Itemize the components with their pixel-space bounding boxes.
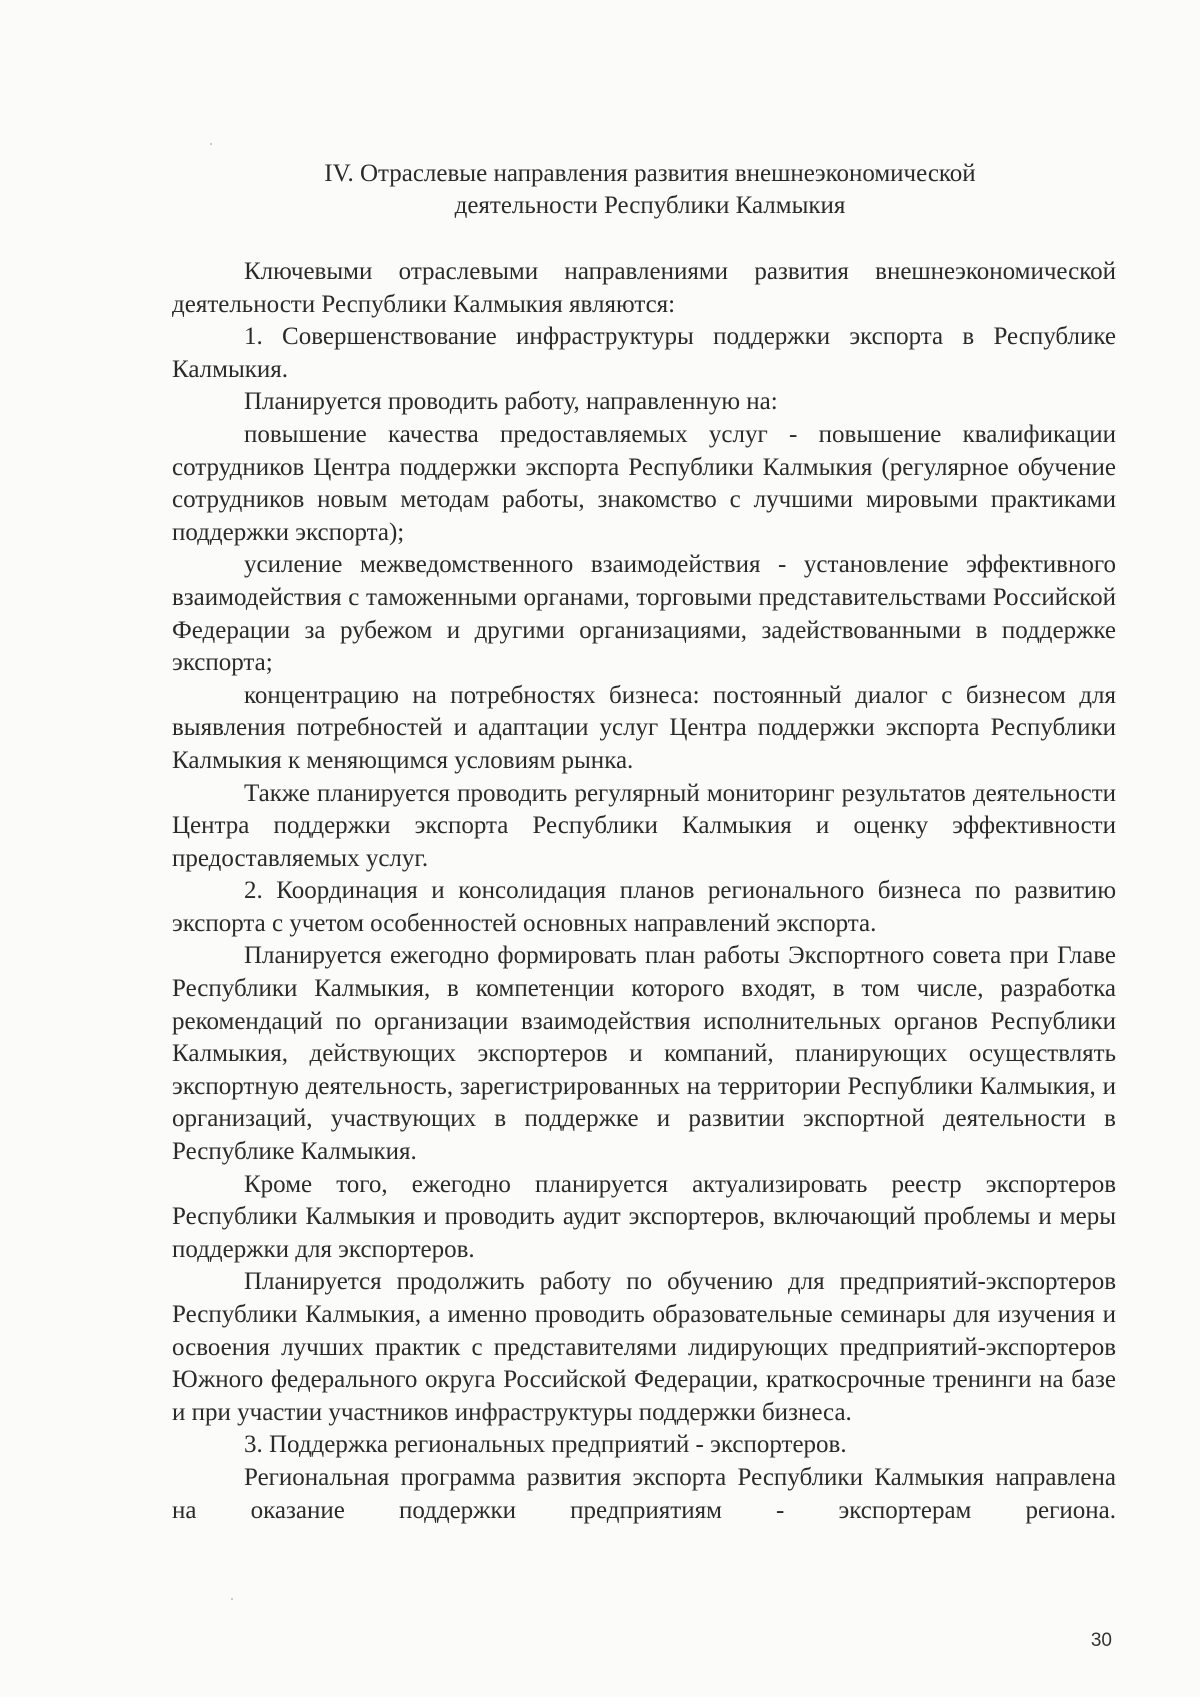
paragraph-intro: Ключевыми отраслевыми направлениями развития внешнеэкономической деятельности Республики Калмыкия являются:	[172, 258, 1116, 318]
paragraph-interagency: усиление межведомственного взаимодействия - установление эффективного взаимодействия с таможенными органами, торговыми представительствами Российской Федерации за рубежом и другими организациями, задействованными в поддержке экспорта;	[172, 551, 1116, 677]
document-body	[172, 256, 1116, 1527]
paragraph-regional-program: Региональная программа развития экспорта Республики Калмыкия направлена на оказание поддержки предприятиям - экспортерам региона.	[172, 1463, 1116, 1524]
page-number: 30	[1090, 1630, 1112, 1651]
paragraph-training: Планируется продолжить работу по обучению для предприятий-экспортеров Республики Калмыкия, а именно проводить образовательные семинары для изучения и освоения лучших практик с представителями лидирующих предприятий-экспортеров Южного федерального округа Российской Федерации, краткосрочные тренинги на базе и при участии участников инфраструктуры поддержки бизнеса.	[172, 1268, 1116, 1426]
paragraph-registry: Кроме того, ежегодно планируется актуализировать реестр экспортеров Республики Калмыкия и проводить аудит экспортеров, включающий проблемы и меры поддержки для экспортеров.	[172, 1170, 1116, 1263]
scan-speck	[231, 1598, 233, 1600]
section-heading-line-1: IV. Отраслевые направления развития внешнеэкономической	[324, 160, 976, 187]
scan-speck	[210, 143, 212, 145]
paragraph-item-1: 1. Совершенствование инфраструктуры поддержки экспорта в Республике Калмыкия.	[172, 323, 1116, 383]
paragraph-monitoring: Также планируется проводить регулярный мониторинг результатов деятельности Центра поддержки экспорта Республики Калмыкия и оценку эффективности предоставляемых услуг.	[172, 779, 1116, 872]
paragraph-export-council: Планируется ежегодно формировать план работы Экспортного совета при Главе Республики Калмыкия, в компетенции которого входят, в том числе, разработка рекомендаций по организации взаимодействия исполнительных органов Республики Калмыкия, действующих экспортеров и компаний, планирующих осуществлять экспортную деятельность, зарегистрированных на территории Республики Калмыкия, и организаций, участвующих в поддержке и развитии экспортной деятельности в Республике Калмыкия.	[172, 942, 1116, 1166]
section-heading	[250, 158, 1050, 222]
paragraph-quality: повышение качества предоставляемых услуг - повышение квалификации сотрудников Центра поддержки экспорта Республики Калмыкия (регулярное обучение сотрудников новым методам работы, знакомство с лучшими мировыми практиками поддержки экспорта);	[172, 420, 1116, 546]
paragraph-business-focus: концентрацию на потребностях бизнеса: постоянный диалог с бизнесом для выявления потребностей и адаптации услуг Центра поддержки экспорта Республики Калмыкия к меняющимся условиям рынка.	[172, 681, 1116, 774]
section-heading-line-2: деятельности Республики Калмыкия	[454, 192, 846, 219]
paragraph-item-2: 2. Координация и консолидация планов регионального бизнеса по развитию экспорта с учетом особенностей основных направлений экспорта.	[172, 877, 1116, 937]
paragraph-plan-intro: Планируется проводить работу, направленную на:	[244, 388, 778, 416]
paragraph-item-3: 3. Поддержка региональных предприятий - экспортеров.	[244, 1431, 847, 1459]
